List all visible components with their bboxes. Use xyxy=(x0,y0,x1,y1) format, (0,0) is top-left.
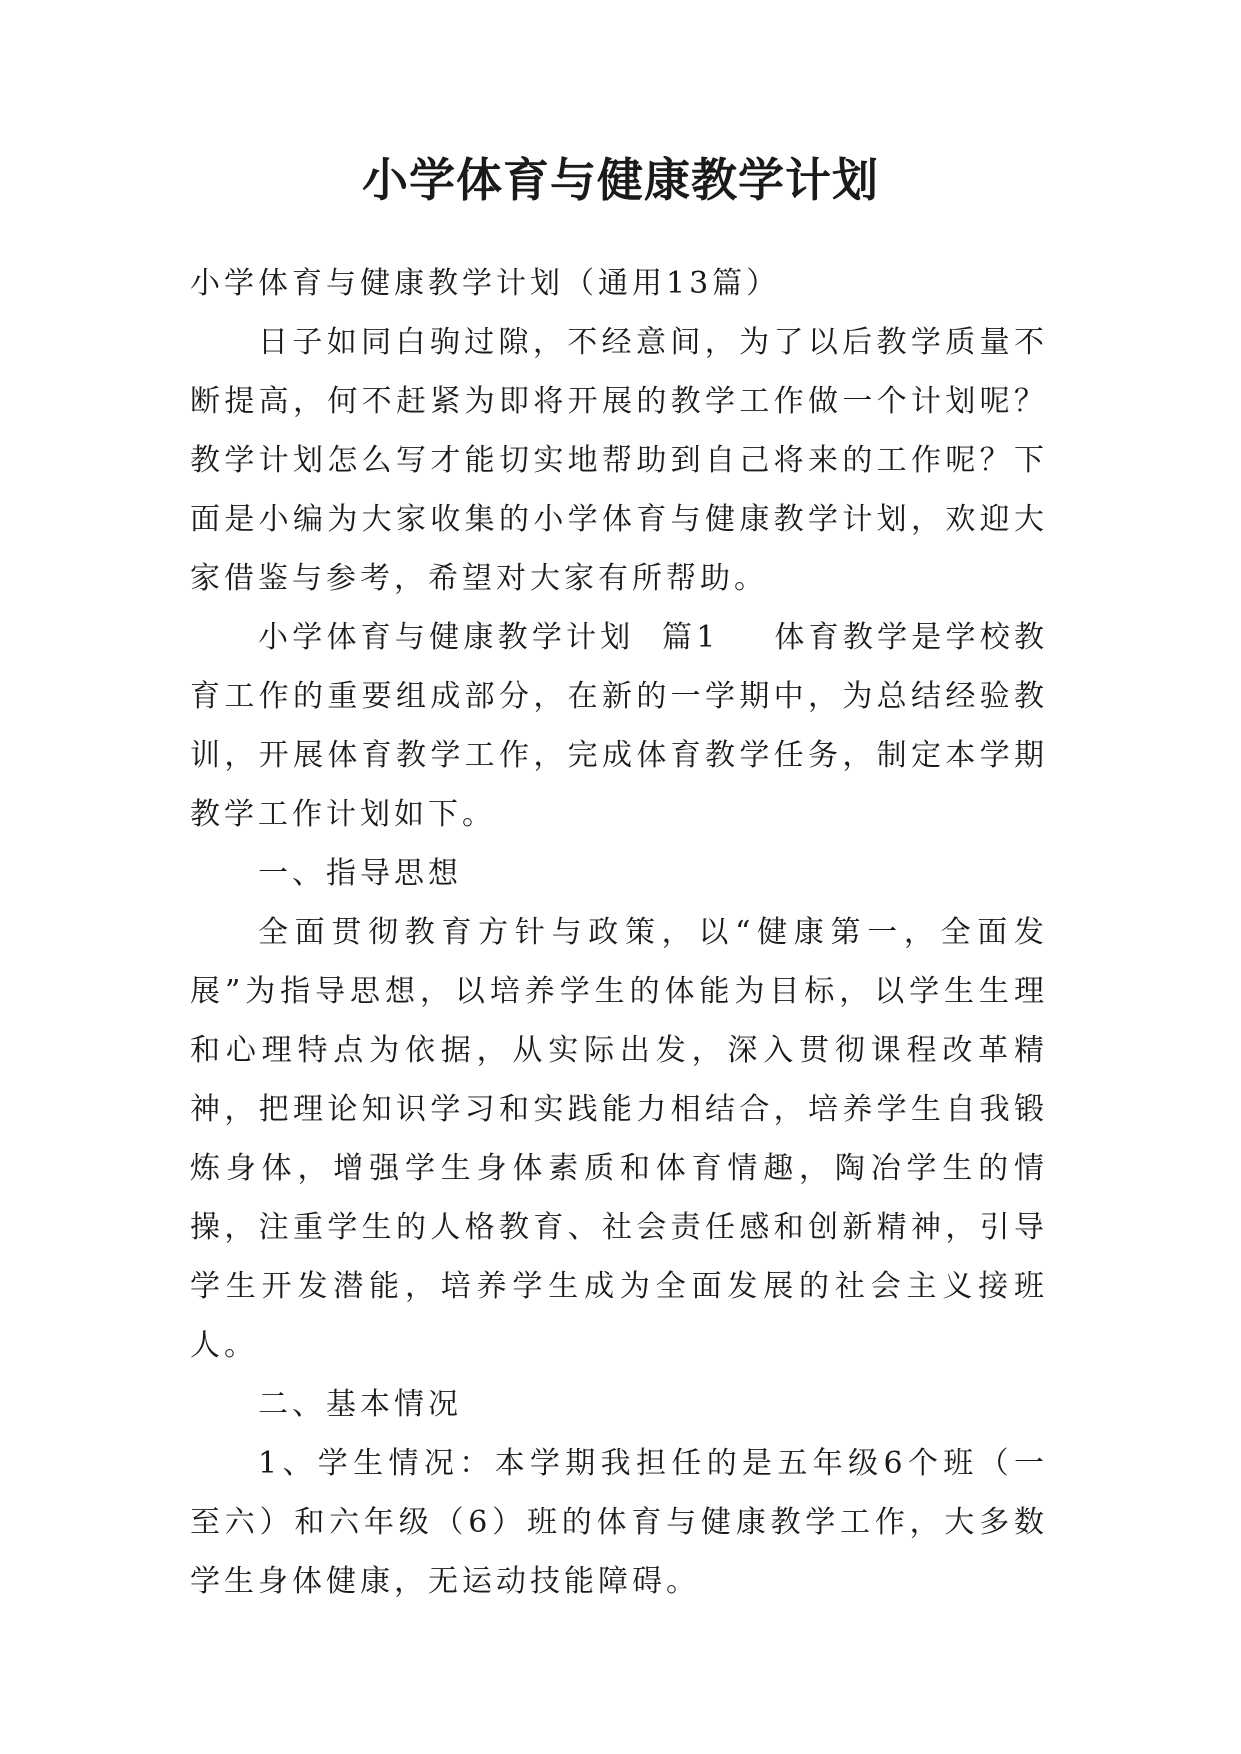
document-title: 小学体育与健康教学计划 xyxy=(362,153,879,207)
heading-basic-situation: 二、基本情况 xyxy=(258,1387,462,1422)
guiding-ideology-paragraph: 全面贯彻教育方针与政策，以“健康第一，全面发展”为指导思想，以培养学生的体能为目标，以学生生理和心理特点为依据，从实际出发，深入贯彻课程改革精神，把理论知识学习和实践能力相结合，培养学生自我锻炼身体，增强学生身体素质和体育情趣，陶冶学生的情操，注重学生的人格教育、社会责任感和创新精神，引导学生开发潜能，培养学生成为全面发展的社会主义接班人。 xyxy=(190,915,1048,1363)
student-situation-paragraph: 1、学生情况：本学期我担任的是五年级6个班（一至六）和六年级（6）班的体育与健康教学工作，大多数学生身体健康，无运动技能障碍。 xyxy=(190,1446,1048,1599)
document-body xyxy=(190,254,1048,1611)
subtitle-paragraph: 小学体育与健康教学计划（通用13篇） xyxy=(190,266,781,301)
section-1-intro-paragraph: 小学体育与健康教学计划 篇1 体育教学是学校教育工作的重要组成部分，在新的一学期中，为总结经验教训，开展体育教学工作，完成体育教学任务，制定本学期教学工作计划如下。 xyxy=(190,620,1048,832)
intro-paragraph: 日子如同白驹过隙，不经意间，为了以后教学质量不断提高，何不赶紧为即将开展的教学工作做一个计划呢？教学计划怎么写才能切实地帮助到自己将来的工作呢？下面是小编为大家收集的小学体育与健康教学计划，欢迎大家借鉴与参考，希望对大家有所帮助。 xyxy=(190,325,1048,596)
heading-guiding-ideology: 一、指导思想 xyxy=(258,856,462,891)
